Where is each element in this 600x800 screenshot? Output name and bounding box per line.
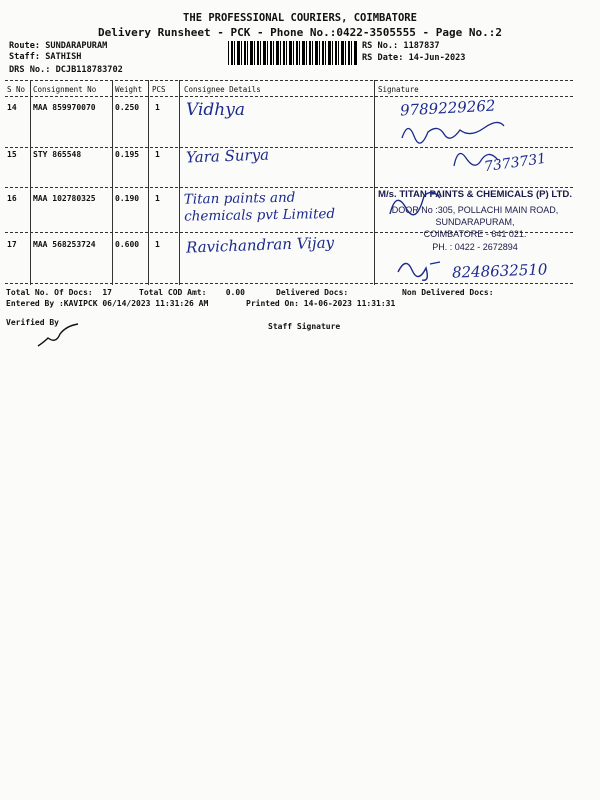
- row-pcs: 1: [155, 150, 160, 159]
- non-delivered-docs: Non Delivered Docs:: [402, 288, 494, 297]
- row-signature-note: 8248632510: [451, 260, 548, 282]
- row-consignment: MAA 568253724: [33, 240, 96, 249]
- staff-signature-label: Staff Signature: [268, 322, 341, 331]
- route-label: Route: SUNDARAPURAM: [9, 41, 108, 51]
- stamp-line: PH. : 0422 - 2672894: [432, 242, 518, 252]
- row-weight: 0.250: [115, 103, 140, 112]
- divider: [179, 80, 180, 285]
- row-weight: 0.190: [115, 194, 140, 203]
- staff-label: Staff: SATHISH: [9, 52, 82, 62]
- total-docs: Total No. Of Docs: 17: [6, 288, 112, 297]
- row-pcs: 1: [155, 240, 160, 249]
- handwritten-signature: [394, 254, 444, 284]
- entered-by: Entered By :KAVIPCK 06/14/2023 11:31:26 AM: [6, 299, 209, 308]
- verified-by-label: Verified By: [6, 318, 59, 327]
- handwritten-signature: [384, 184, 444, 224]
- row-weight: 0.600: [115, 240, 140, 249]
- divider: [30, 80, 31, 285]
- rs-number: RS No.: 1187837: [362, 41, 440, 51]
- row-sno: 17: [7, 240, 17, 249]
- col-sno: S No: [7, 85, 26, 94]
- divider: [148, 80, 149, 285]
- row-consignee: Ravichandran Vijay: [185, 233, 335, 257]
- row-consignment: MAA 102780325: [33, 194, 96, 203]
- row-consignee: Yara Surya: [185, 145, 270, 167]
- col-weight: Weight: [115, 85, 143, 94]
- row-weight: 0.195: [115, 150, 140, 159]
- row-consignee: Vidhya: [186, 100, 245, 120]
- stamp-line: SUNDARAPURAM,: [435, 217, 515, 227]
- rs-date: RS Date: 14-Jun-2023: [362, 53, 466, 63]
- col-pcs: PCS: [152, 85, 166, 94]
- runsheet-subtitle: Delivery Runsheet - PCK - Phone No.:0422-3505555 - Page No.:2: [98, 26, 502, 39]
- col-signature: Signature: [378, 85, 419, 94]
- stamp-line: COIMBATORE - 641 021.: [423, 229, 527, 239]
- printed-on: Printed On: 14-06-2023 11:31:31: [246, 299, 396, 308]
- total-cod: Total COD Amt: 0.00: [139, 288, 245, 297]
- stamp-line: M/s. TITAN PAINTS & CHEMICALS (P) LTD.: [378, 189, 572, 200]
- company-title: THE PROFESSIONAL COURIERS, COIMBATORE: [183, 12, 417, 24]
- row-signature-note: 9789229262: [399, 96, 496, 120]
- table-top-rule: [5, 80, 573, 81]
- divider: [112, 80, 113, 285]
- row-sno: 15: [7, 150, 17, 159]
- row-consignee: Titan paints and chemicals pvt Limited: [183, 189, 336, 225]
- divider: [374, 80, 375, 285]
- stamp-line: DOOR No :305, POLLACHI MAIN ROAD,: [391, 205, 559, 215]
- drs-number: DRS No.: DCJB118783702: [9, 65, 123, 75]
- row-rule: [5, 187, 573, 188]
- row-sno: 16: [7, 194, 17, 203]
- handwritten-signature: [34, 322, 82, 350]
- row-consignment: MAA 859970070: [33, 103, 96, 112]
- row-consignment: STY 865548: [33, 150, 82, 159]
- row-pcs: 1: [155, 194, 160, 203]
- row-sno: 14: [7, 103, 17, 112]
- row-signature-note: 7373731: [483, 150, 548, 176]
- col-consignment: Consignment No: [33, 85, 97, 94]
- col-consignee: Consignee Details: [184, 85, 261, 94]
- row-pcs: 1: [155, 103, 160, 112]
- delivered-docs: Delivered Docs:: [276, 288, 349, 297]
- barcode: [228, 41, 358, 65]
- table-bottom-rule: [5, 283, 573, 284]
